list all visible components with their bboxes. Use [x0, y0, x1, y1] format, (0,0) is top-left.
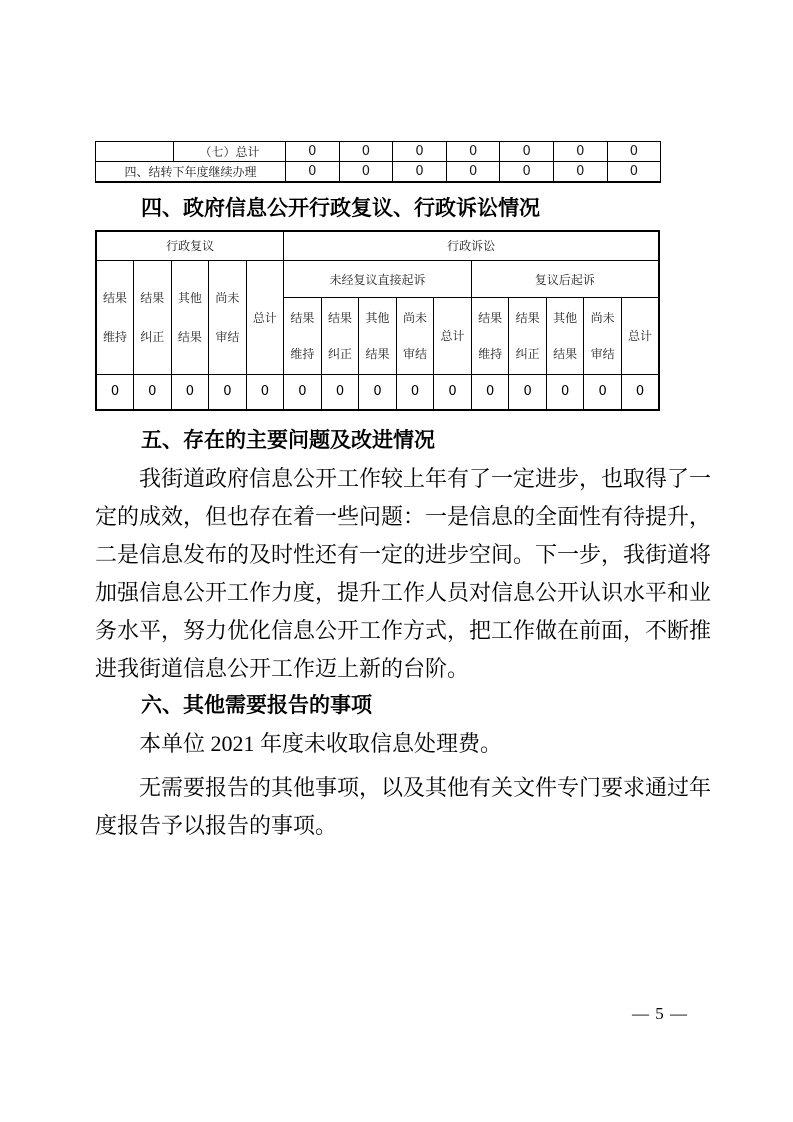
- value-cell: 0: [321, 375, 359, 410]
- paragraph-line: 二是信息发布的及时性还有一定的进步空间。下一步，我街道将: [95, 541, 712, 567]
- section6-paragraph-1: [95, 725, 711, 763]
- subgroup-header-after-review: 复议后起诉: [471, 261, 659, 298]
- column-header: [509, 298, 547, 375]
- value-cell: 0: [607, 142, 661, 162]
- table-row: [96, 142, 661, 162]
- paragraph-line: 加强信息公开工作力度，提升工作人员对信息公开认识水平和业: [95, 579, 712, 605]
- header-line: 结果: [177, 330, 202, 344]
- value-cell: 0: [396, 375, 434, 410]
- header-line: 维持: [290, 347, 315, 361]
- page-number: — 5 —: [632, 1004, 688, 1023]
- header-line: 维持: [478, 347, 503, 361]
- header-line: 审结: [590, 347, 615, 361]
- group-header-review: 行政复议: [96, 231, 284, 261]
- header-line: 纠正: [327, 347, 352, 361]
- header-line: 结果: [478, 311, 503, 325]
- value-cell: 0: [134, 375, 172, 410]
- column-header: [546, 298, 584, 375]
- paragraph-line: 本单位 2021 年度未收取信息处理费。: [139, 730, 503, 756]
- value-cell: 0: [284, 375, 322, 410]
- column-header: [434, 298, 472, 375]
- section6-heading: 六、其他需要报告的事项: [141, 693, 372, 717]
- header-line: 结果: [553, 347, 578, 361]
- paragraph-line: 务水平，努力优化信息公开工作方式，把工作做在前面，不断推: [95, 617, 712, 643]
- header-line: 纠正: [140, 330, 165, 344]
- header-line: 其他: [365, 311, 390, 325]
- header-line: 尚未: [590, 311, 615, 325]
- header-line: 尚未: [403, 311, 428, 325]
- value-cell: 0: [339, 162, 393, 182]
- header-line: 结果: [290, 311, 315, 325]
- value-cell: 0: [209, 375, 247, 410]
- value-cell: 0: [621, 375, 659, 410]
- carryover-table: [95, 141, 661, 183]
- header-line: 总计: [440, 329, 465, 343]
- section4-heading: 四、政府信息公开行政复议、行政诉讼情况: [141, 196, 540, 220]
- value-cell: 0: [500, 142, 554, 162]
- paragraph-line: 进我街道信息公开工作迈上新的台阶。: [95, 655, 470, 681]
- section5-paragraph: [95, 460, 711, 688]
- page-content: [95, 141, 711, 845]
- column-header: [321, 298, 359, 375]
- review-litigation-table: [95, 230, 660, 411]
- row-label: （七）总计: [174, 142, 286, 162]
- header-line: 结果: [103, 291, 128, 305]
- column-header: [621, 298, 659, 375]
- value-cell: 0: [96, 375, 134, 410]
- subgroup-header-row: [96, 261, 659, 298]
- value-cell: 0: [471, 375, 509, 410]
- value-cell: 0: [584, 375, 622, 410]
- paragraph-line: 定的成效，但也存在着一些问题：一是信息的全面性有待提升，: [95, 503, 712, 529]
- header-line: 其他: [553, 311, 578, 325]
- values-row: [96, 375, 659, 410]
- column-header: [471, 298, 509, 375]
- header-line: 纠正: [515, 347, 540, 361]
- column-header: [171, 261, 209, 375]
- group-header-row: [96, 231, 659, 261]
- column-header: [209, 261, 247, 375]
- header-line: 总计: [252, 310, 277, 325]
- value-cell: 0: [553, 142, 607, 162]
- value-cell: 0: [393, 162, 447, 182]
- group-header-litigation: 行政诉讼: [284, 231, 659, 261]
- paragraph-line: 度报告予以报告的事项。: [95, 812, 338, 838]
- value-cell: 0: [393, 142, 447, 162]
- header-line: 结果: [140, 291, 165, 305]
- header-line: 其他: [177, 291, 202, 305]
- header-line: 结果: [365, 347, 390, 361]
- value-cell: 0: [500, 162, 554, 182]
- column-header: [246, 261, 284, 375]
- paragraph-line: 无需要报告的其他事项，以及其他有关文件专门要求通过年: [139, 774, 712, 800]
- header-line: 维持: [103, 330, 128, 344]
- value-cell: 0: [446, 162, 500, 182]
- value-cell: 0: [246, 375, 284, 410]
- section5-heading: 五、存在的主要问题及改进情况: [141, 428, 435, 452]
- value-cell: 0: [434, 375, 472, 410]
- table-row: [96, 162, 661, 182]
- value-cell: 0: [607, 162, 661, 182]
- blank-cell: [96, 142, 174, 162]
- header-line: 结果: [327, 311, 352, 325]
- header-line: 尚未: [215, 291, 240, 305]
- header-line: 审结: [403, 347, 428, 361]
- column-header: [134, 261, 172, 375]
- column-header: [96, 261, 134, 375]
- header-line: 结果: [515, 311, 540, 325]
- value-cell: 0: [286, 142, 340, 162]
- header-line: 审结: [215, 330, 240, 344]
- header-line: 总计: [627, 329, 652, 343]
- row-label: 四、结转下年度继续办理: [96, 162, 286, 182]
- value-cell: 0: [509, 375, 547, 410]
- column-header: [284, 298, 322, 375]
- column-header: [396, 298, 434, 375]
- paragraph-line: 我街道政府信息公开工作较上年有了一定进步，也取得了一: [139, 465, 712, 491]
- section6-paragraph-2: [95, 769, 711, 845]
- subgroup-header-direct: 未经复议直接起诉: [284, 261, 472, 298]
- value-cell: 0: [553, 162, 607, 182]
- value-cell: 0: [546, 375, 584, 410]
- value-cell: 0: [286, 162, 340, 182]
- value-cell: 0: [171, 375, 209, 410]
- column-header: [584, 298, 622, 375]
- value-cell: 0: [446, 142, 500, 162]
- value-cell: 0: [359, 375, 397, 410]
- column-header: [359, 298, 397, 375]
- value-cell: 0: [339, 142, 393, 162]
